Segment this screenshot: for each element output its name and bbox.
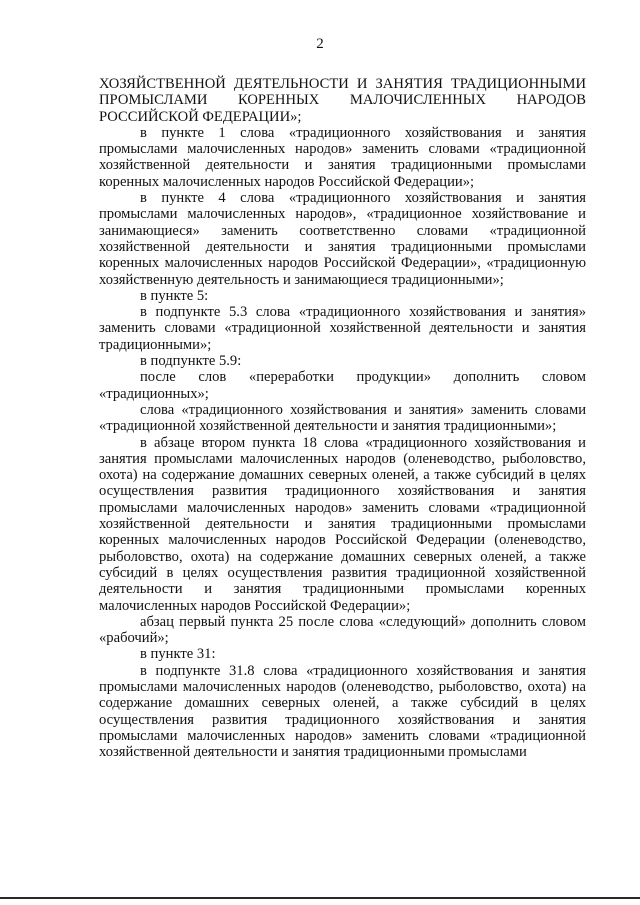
paragraph: в пункте 4 слова «традиционного хозяйствования и занятия промыслами малочисленных народов», «традиционное хозяйствование и занимающиеся» заменить соответственно словами «традиционной хозяйственной деятельности и занятия традиционными промыслами коренных малочисленных народов Российской Федерации», «традиционную хозяйственную деятельность и занимающиеся традиционными»; bbox=[99, 190, 586, 288]
paragraph: в абзаце втором пункта 18 слова «традиционного хозяйствования и занятия промыслами малочисленных народов (оленеводство, рыболовство, охота) на содержание домашних северных оленей, а также субсидий в целях осуществления развития традиционного хозяйствования и занятия промыслами малочисленных народов» заменить словами «традиционной хозяйственной деятельности и занятия традиционными промыслами коренных малочисленных народов Российской Федерации (оленеводство, рыболовство, охота) на содержание домашних северных оленей, а также субсидий в целях осуществления развития традиционной хозяйственной деятельности и занятия традиционными промыслами коренных малочисленных народов Российской Федерации»; bbox=[99, 434, 586, 614]
paragraph: в пункте 5: bbox=[140, 287, 209, 304]
paragraph: после слов «переработки продукции» дополнить словом «традиционных»; bbox=[99, 369, 586, 402]
document-body bbox=[99, 76, 586, 760]
paragraph-continues: в подпункте 31.8 слова «традиционного хозяйствования и занятия промыслами малочисленных народов (оленеводство, рыболовство, охота) на содержание домашних северных оленей, а также субсидий в целях осуществления развития традиционного хозяйствования и занятия промыслами малочисленных народов» заменить словами «традиционной хозяйственной деятельности и занятия традиционными промыслами bbox=[99, 662, 586, 761]
paragraph-title-continuation: ХОЗЯЙСТВЕННОЙ ДЕЯТЕЛЬНОСТИ И ЗАНЯТИЯ ТРАДИЦИОННЫМИ ПРОМЫСЛАМИ КОРЕННЫХ МАЛОЧИСЛЕННЫХ НАРОДОВ РОССИЙСКОЙ ФЕДЕРАЦИИ»; bbox=[99, 76, 586, 125]
paragraph: абзац первый пункта 25 после слова «следующий» дополнить словом «рабочий»; bbox=[99, 613, 586, 647]
paragraph: в пункте 1 слова «традиционного хозяйствования и занятия промыслами малочисленных народов» заменить словами «традиционной хозяйственной деятельности и занятия традиционными промыслами коренных малочисленных народов Российской Федерации»; bbox=[99, 124, 586, 190]
paragraph: слова «традиционного хозяйствования и занятия» заменить словами «традиционной хозяйственной деятельности и занятия традиционными»; bbox=[99, 401, 586, 435]
page-bottom-edge bbox=[0, 897, 640, 899]
paragraph: в подпункте 5.3 слова «традиционного хозяйствования и занятия» заменить словами «традиционной хозяйственной деятельности и занятия традиционными»; bbox=[99, 304, 586, 353]
paragraph: в пункте 31: bbox=[140, 646, 216, 663]
page-number: 2 bbox=[316, 36, 324, 52]
paragraph: в подпункте 5.9: bbox=[140, 353, 242, 370]
